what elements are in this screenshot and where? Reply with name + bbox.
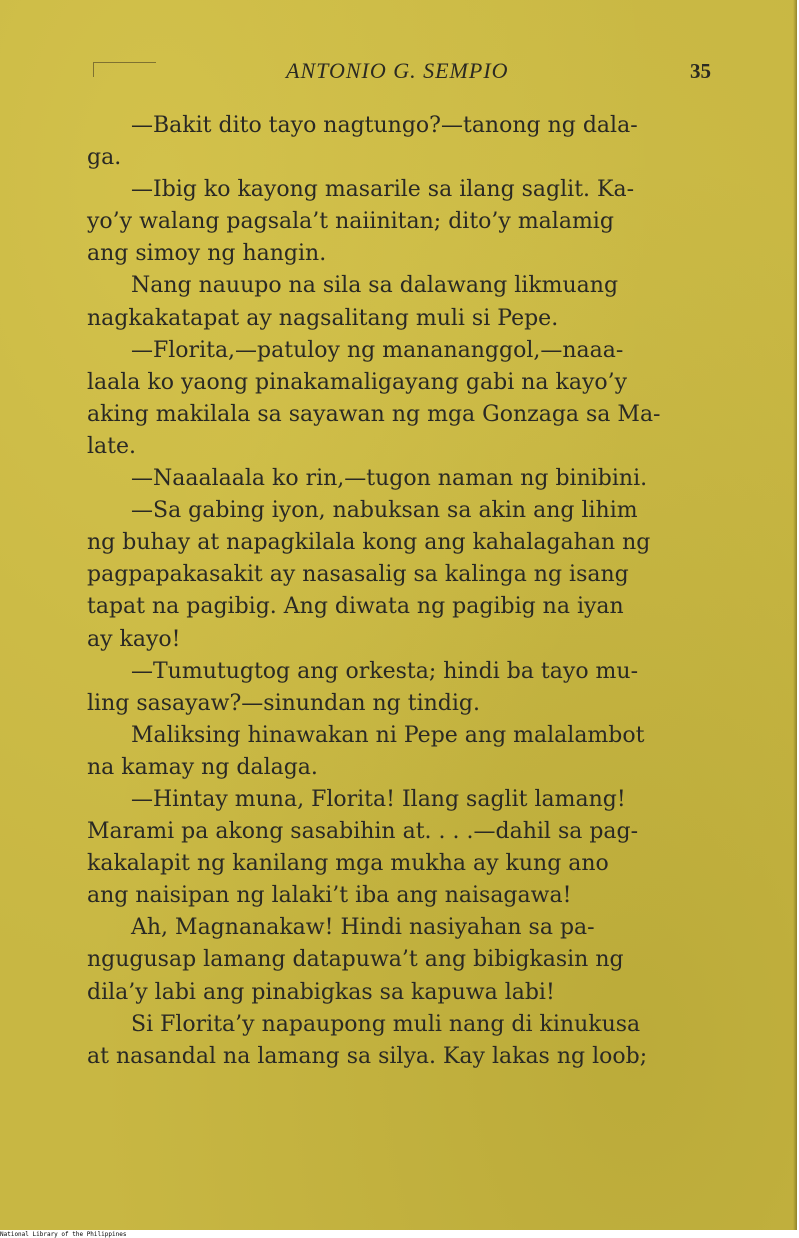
text-line: late. (87, 433, 137, 459)
text-line: nagkakatapat ay nagsalitang muli si Pepe. (87, 305, 559, 331)
text-line: pagpapakasakit ay nasasalig sa kalinga ng isang (87, 562, 629, 588)
page-number: 35 (690, 59, 711, 83)
text-line: —Naaalaala ko rin,—tugon naman ng binibini. (131, 466, 648, 492)
body-text (87, 110, 707, 1073)
text-line: Si Florita’y napaupong muli nang di kinukusa (131, 1011, 641, 1037)
text-line: yo’y walang pagsala’t naiinitan; dito’y malamig (87, 209, 614, 235)
text-line: at nasandal na lamang sa silya. Kay lakas ng loob; (87, 1043, 648, 1069)
running-title: ANTONIO G. SEMPIO (286, 58, 509, 83)
text-line: Marami pa akong sasabihin at. . . .—dahil sa pag- (87, 819, 639, 845)
text-line: ng buhay at napagkilala kong ang kahalagahan ng (87, 530, 651, 556)
text-line: Maliksing hinawakan ni Pepe ang malalambot (131, 722, 645, 748)
text-line: ga. (87, 145, 122, 171)
scan-credit: National Library of the Philippines (0, 1231, 127, 1238)
text-line: ay kayo! (87, 626, 181, 652)
text-line: aking makilala sa sayawan ng mga Gonzaga sa Ma- (87, 401, 661, 427)
text-line: ngugusap lamang datapuwa’t ang bibigkasin ng (87, 947, 624, 973)
text-line: Ah, Magnanakaw! Hindi nasiyahan sa pa- (131, 915, 595, 941)
text-line: ang simoy ng hangin. (87, 241, 327, 267)
text-line: na kamay ng dalaga. (87, 754, 318, 780)
text-line: ang naisipan ng lalaki’t iba ang naisagawa! (87, 883, 572, 909)
text-line: —Bakit dito tayo nagtungo?—tanong ng dala- (131, 113, 638, 138)
text-line: —Sa gabing iyon, nabuksan sa akin ang lihim (131, 498, 638, 524)
text-line: —Ibig ko kayong masarile sa ilang saglit. Ka- (131, 177, 635, 203)
text-line: kakalapit ng kanilang mga mukha ay kung ano (87, 851, 609, 877)
text-line: dila’y labi ang pinabigkas sa kapuwa labi! (87, 979, 555, 1005)
page-edge-shadow (793, 0, 797, 1230)
text-line: Nang nauupo na sila sa dalawang likmuang (131, 273, 619, 299)
text-line: ling sasayaw?—sinundan ng tindig. (87, 690, 480, 716)
text-line: tapat na pagibig. Ang diwata ng pagibig na iyan (87, 594, 624, 620)
text-line: —Hintay muna, Florita! Ilang saglit lamang! (131, 786, 626, 812)
text-line: —Tumutugtog ang orkesta; hindi ba tayo mu- (131, 658, 639, 684)
text-line: —Florita,—patuloy ng manananggol,—naaa- (131, 337, 624, 363)
text-line: laala ko yaong pinakamaligayang gabi na kayo’y (87, 369, 628, 395)
running-header (0, 58, 797, 86)
